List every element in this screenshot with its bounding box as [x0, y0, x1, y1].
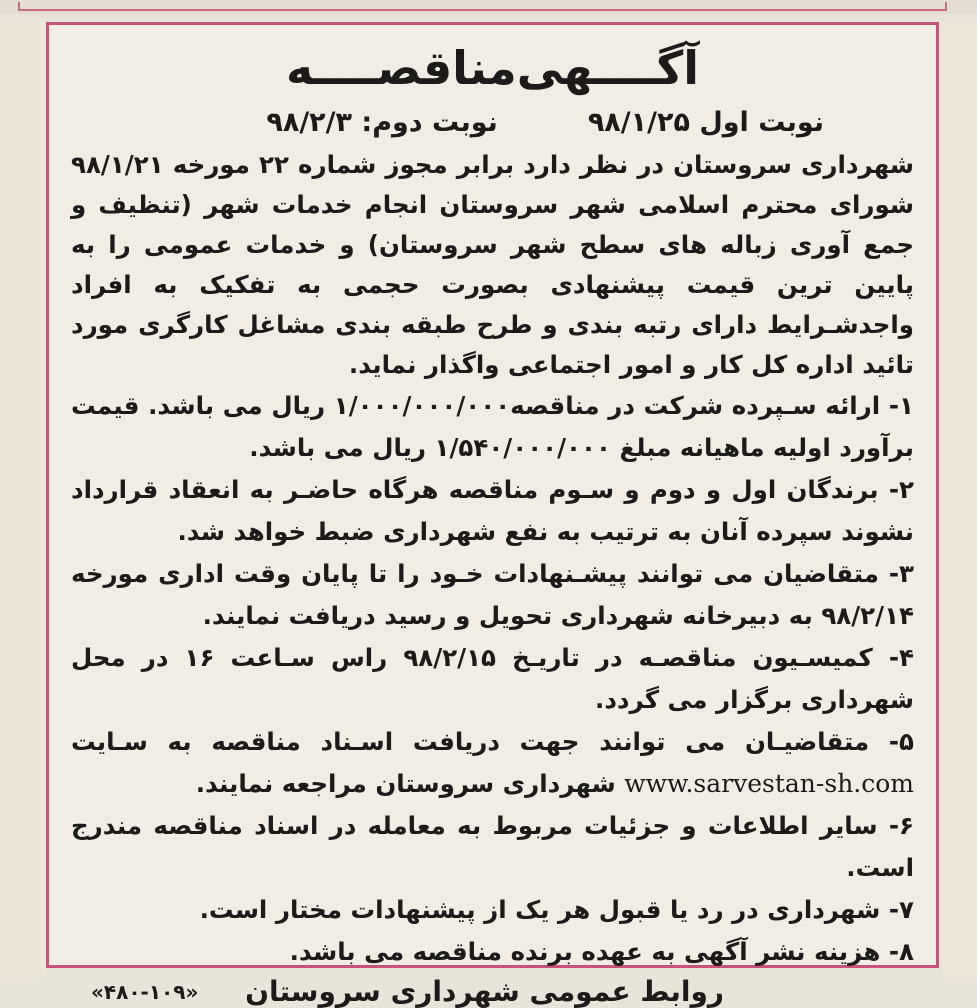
public-relations-signature: روابط عمومی شهرداری سروستان	[245, 975, 724, 1008]
tender-notice-frame	[46, 22, 939, 1008]
clause-5	[71, 721, 914, 805]
clause-5-text: ۵- متقاضیـان می توانند جهت دریافت اسـناد مناقصه به سـایت	[71, 727, 914, 756]
clause-7: ۷- شهرداری در رد یا قبول هر یک از پیشنهادات مختار است.	[199, 895, 914, 924]
left-neighbor-column	[0, 22, 46, 978]
clause-1: ۱- ارائه سـپرده شرکت در مناقصه۱/۰۰۰/۰۰۰/۰۰۰ ریال می باشد. قیمت برآورد اولیه ماهیانه مبلغ ۱/۵۴۰/۰۰۰/۰۰۰ ریال می باشد.	[71, 391, 914, 462]
clause-3: ۳- متقاضیان می توانند پیشـنهادات خـود را تا پایان وقت اداری مورخه ۹۸/۲/۱۴ به دبیرخانه شهرداری تحویل و رسید دریافت نمایند.	[71, 559, 914, 630]
notice-title: آگــــهی‌مناقصــــه	[285, 41, 700, 95]
clause-6: ۶- سایر اطلاعات و جزئیات مربوط به معامله در اسناد مناقصه مندرج است.	[71, 811, 914, 882]
ad-code: «۴۸۰-۱۰۹»	[91, 979, 199, 1004]
publication-dates	[71, 101, 914, 145]
first-publication-date: نوبت اول ۹۸/۱/۲۵	[587, 107, 824, 138]
top-page-strip	[0, 0, 977, 14]
clause-5-tail: شهرداری سروستان مراجعه نمایند.	[195, 769, 616, 798]
municipality-website-link[interactable]: www.sarvestan-sh.com	[624, 769, 914, 798]
previous-ad-border	[18, 2, 947, 11]
tender-notice-content	[71, 35, 914, 1008]
clause-2: ۲- برندگان اول و دوم و سـوم مناقصه هرگاه حاضـر به انعقاد قرارداد نشوند سپرده آنان به ترتیب به نفع شهرداری ضبط خواهد شد.	[71, 475, 914, 546]
clause-4: ۴- کمیسـیون مناقصـه در تاریـخ ۹۸/۲/۱۵ راس سـاعت ۱۶ در محل شهرداری برگزار می گردد.	[71, 643, 914, 714]
notice-intro: شهرداری سروستان در نظر دارد برابر مجوز شماره ۲۲ مورخه ۹۸/۱/۲۱ شورای محترم اسلامی شهر سروستان انجام خدمات شهر (تنظیف و جمع آوری زباله های سطح شهر سروستان) و خدمات عمومی را به پایین ترین قیمت پیشنهادی بصورت حجمی به تفکیک به افراد واجدشـرایط دارای رتبه بندی و طرح طبقه بندی مشاغل کارگری مورد تائید اداره کل کار و امور اجتماعی واگذار نماید.	[71, 150, 914, 379]
right-neighbor-column	[943, 22, 977, 978]
clause-8: ۸- هزینه نشر آگهی به عهده برنده مناقصه می باشد.	[289, 937, 914, 966]
second-publication-date: نوبت دوم: ۹۸/۲/۳	[266, 107, 498, 138]
notice-footer	[71, 975, 914, 1008]
